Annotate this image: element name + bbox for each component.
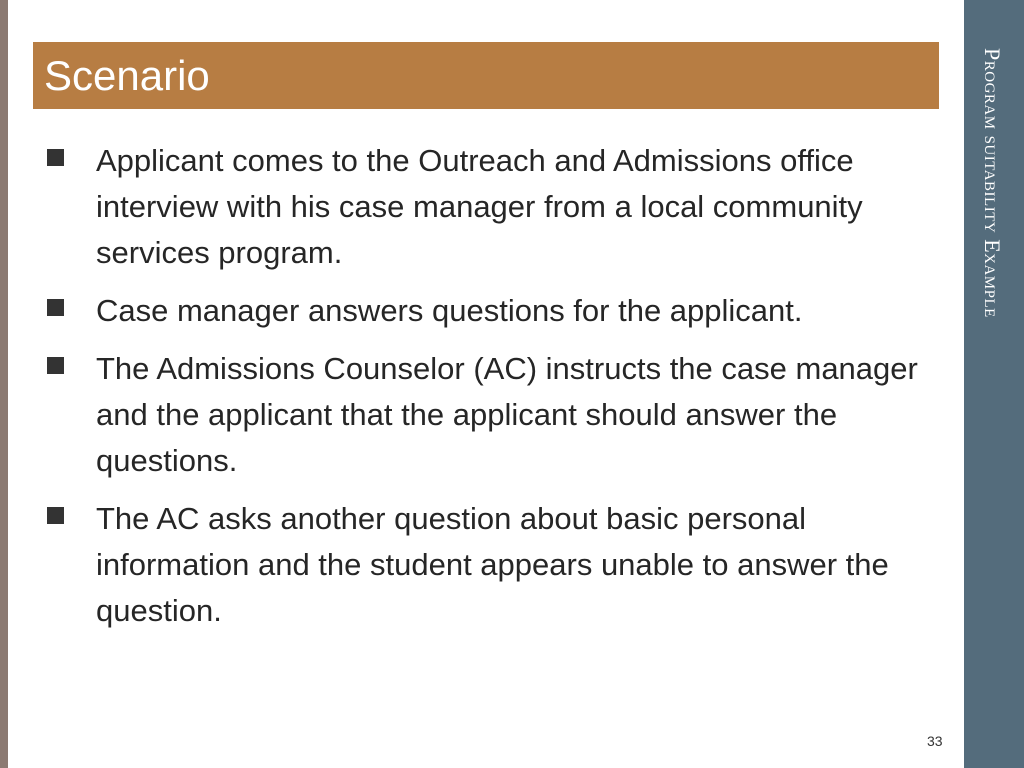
bullet-item [47, 496, 937, 634]
side-title: Program suitability Example [980, 48, 1005, 318]
square-bullet-icon [47, 149, 64, 166]
title-bar [33, 42, 939, 109]
bullet-text: Case manager answers questions for the applicant. [96, 293, 803, 328]
square-bullet-icon [47, 507, 64, 524]
square-bullet-icon [47, 299, 64, 316]
bullet-item [47, 138, 937, 276]
slide-title: Scenario [44, 51, 210, 99]
bullet-list [47, 138, 937, 646]
bullet-item [47, 288, 937, 334]
left-border [0, 0, 8, 768]
bullet-text: Applicant comes to the Outreach and Admissions office interview with his case manager from a local community services program. [96, 143, 863, 270]
square-bullet-icon [47, 357, 64, 374]
bullet-item [47, 346, 937, 484]
bullet-text: The AC asks another question about basic personal information and the student appears unable to answer the question. [96, 501, 889, 628]
page-number: 33 [927, 733, 943, 749]
bullet-text: The Admissions Counselor (AC) instructs the case manager and the applicant that the applicant should answer the questions. [96, 351, 918, 478]
